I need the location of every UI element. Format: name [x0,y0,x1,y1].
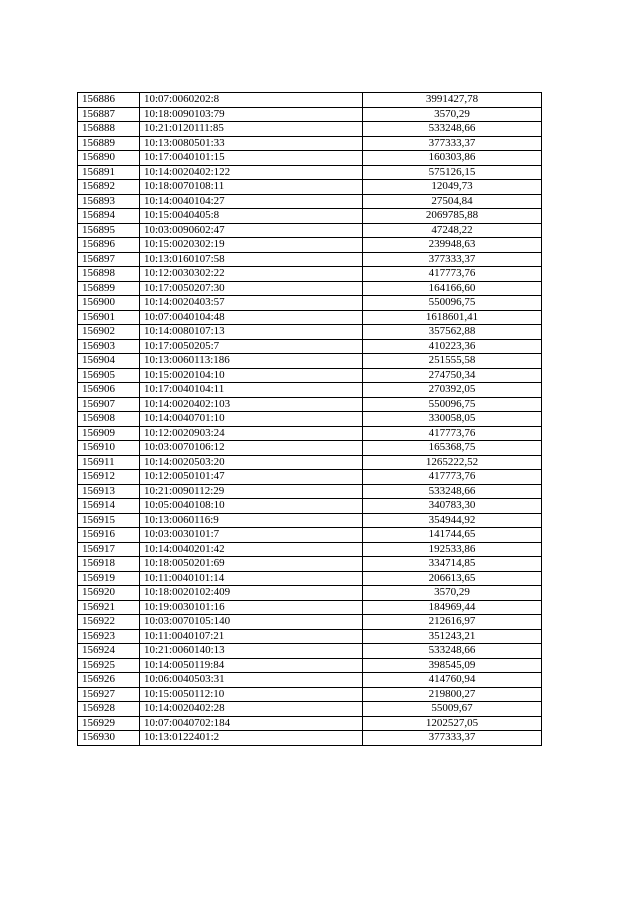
value-cell: 27504,84 [363,194,542,209]
table-row [78,571,542,586]
table-row [78,194,542,209]
value-cell: 377333,37 [363,252,542,267]
table-row [78,499,542,514]
row-number-cell: 156909 [78,426,140,441]
cadastral-number-cell: 10:13:0080501:33 [140,136,363,151]
cadastral-number-cell: 10:19:0030101:16 [140,600,363,615]
table-row [78,165,542,180]
cadastral-number-cell: 10:03:0030101:7 [140,528,363,543]
row-number-cell: 156889 [78,136,140,151]
value-cell: 270392,05 [363,383,542,398]
value-cell: 2069785,88 [363,209,542,224]
cadastral-number-cell: 10:14:0080107:13 [140,325,363,340]
cadastral-number-cell: 10:18:0020102:409 [140,586,363,601]
value-cell: 550096,75 [363,397,542,412]
row-number-cell: 156928 [78,702,140,717]
row-number-cell: 156904 [78,354,140,369]
row-number-cell: 156903 [78,339,140,354]
table-row [78,296,542,311]
table-row [78,470,542,485]
row-number-cell: 156926 [78,673,140,688]
table-row [78,325,542,340]
table-row [78,615,542,630]
table-row [78,209,542,224]
value-cell: 351243,21 [363,629,542,644]
row-number-cell: 156915 [78,513,140,528]
value-cell: 3570,29 [363,107,542,122]
cadastral-number-cell: 10:14:0020402:28 [140,702,363,717]
row-number-cell: 156917 [78,542,140,557]
table-row [78,397,542,412]
table-row [78,412,542,427]
cadastral-number-cell: 10:21:0060140:13 [140,644,363,659]
row-number-cell: 156898 [78,267,140,282]
value-cell: 212616,97 [363,615,542,630]
value-cell: 414760,94 [363,673,542,688]
cadastral-number-cell: 10:03:0070106:12 [140,441,363,456]
cadastral-value-table [77,92,542,746]
value-cell: 219800,27 [363,687,542,702]
row-number-cell: 156891 [78,165,140,180]
cadastral-number-cell: 10:15:0050112:10 [140,687,363,702]
value-cell: 575126,15 [363,165,542,180]
cadastral-number-cell: 10:15:0020104:10 [140,368,363,383]
cadastral-number-cell: 10:03:0070105:140 [140,615,363,630]
table-row [78,716,542,731]
table-row [78,339,542,354]
row-number-cell: 156899 [78,281,140,296]
table-row [78,180,542,195]
cadastral-number-cell: 10:17:0040104:11 [140,383,363,398]
row-number-cell: 156913 [78,484,140,499]
value-cell: 417773,76 [363,426,542,441]
value-cell: 1202527,05 [363,716,542,731]
cadastral-number-cell: 10:17:0050207:30 [140,281,363,296]
cadastral-number-cell: 10:13:0160107:58 [140,252,363,267]
row-number-cell: 156927 [78,687,140,702]
value-cell: 417773,76 [363,470,542,485]
row-number-cell: 156919 [78,571,140,586]
cadastral-number-cell: 10:11:0040101:14 [140,571,363,586]
cadastral-number-cell: 10:14:0050119:84 [140,658,363,673]
cadastral-number-cell: 10:03:0090602:47 [140,223,363,238]
cadastral-number-cell: 10:14:0020403:57 [140,296,363,311]
cadastral-number-cell: 10:12:0030302:22 [140,267,363,282]
row-number-cell: 156930 [78,731,140,746]
row-number-cell: 156902 [78,325,140,340]
row-number-cell: 156901 [78,310,140,325]
value-cell: 12049,73 [363,180,542,195]
row-number-cell: 156888 [78,122,140,137]
table-row [78,658,542,673]
value-cell: 533248,66 [363,122,542,137]
row-number-cell: 156929 [78,716,140,731]
table-row [78,455,542,470]
cadastral-number-cell: 10:13:0060116:9 [140,513,363,528]
value-cell: 55009,67 [363,702,542,717]
value-cell: 164166,60 [363,281,542,296]
row-number-cell: 156887 [78,107,140,122]
table-row [78,252,542,267]
value-cell: 3991427,78 [363,93,542,108]
table-row [78,542,542,557]
cadastral-number-cell: 10:21:0090112:29 [140,484,363,499]
table-row [78,368,542,383]
row-number-cell: 156892 [78,180,140,195]
row-number-cell: 156897 [78,252,140,267]
row-number-cell: 156894 [78,209,140,224]
table-row [78,673,542,688]
cadastral-number-cell: 10:17:0040101:15 [140,151,363,166]
cadastral-number-cell: 10:07:0040104:48 [140,310,363,325]
value-cell: 357562,88 [363,325,542,340]
row-number-cell: 156890 [78,151,140,166]
cadastral-number-cell: 10:14:0020402:103 [140,397,363,412]
table-row [78,441,542,456]
value-cell: 206613,65 [363,571,542,586]
table-row [78,107,542,122]
value-cell: 184969,44 [363,600,542,615]
table-row [78,223,542,238]
value-cell: 47248,22 [363,223,542,238]
value-cell: 330058,05 [363,412,542,427]
cadastral-number-cell: 10:13:0060113:186 [140,354,363,369]
row-number-cell: 156895 [78,223,140,238]
table-row [78,644,542,659]
row-number-cell: 156920 [78,586,140,601]
table-row [78,281,542,296]
cadastral-number-cell: 10:18:0070108:11 [140,180,363,195]
value-cell: 377333,37 [363,731,542,746]
table-row [78,702,542,717]
value-cell: 354944,92 [363,513,542,528]
value-cell: 165368,75 [363,441,542,456]
cadastral-number-cell: 10:06:0040503:31 [140,673,363,688]
value-cell: 533248,66 [363,644,542,659]
table-row [78,267,542,282]
cadastral-number-cell: 10:07:0040702:184 [140,716,363,731]
table-row [78,136,542,151]
cadastral-number-cell: 10:12:0020903:24 [140,426,363,441]
table-row [78,354,542,369]
row-number-cell: 156921 [78,600,140,615]
row-number-cell: 156908 [78,412,140,427]
value-cell: 141744,65 [363,528,542,543]
row-number-cell: 156893 [78,194,140,209]
row-number-cell: 156911 [78,455,140,470]
value-cell: 251555,58 [363,354,542,369]
table-row [78,600,542,615]
cadastral-number-cell: 10:14:0020402:122 [140,165,363,180]
value-cell: 417773,76 [363,267,542,282]
cadastral-number-cell: 10:17:0050205:7 [140,339,363,354]
cadastral-number-cell: 10:13:0122401:2 [140,731,363,746]
row-number-cell: 156905 [78,368,140,383]
table-row [78,426,542,441]
cadastral-number-cell: 10:15:0040405:8 [140,209,363,224]
row-number-cell: 156906 [78,383,140,398]
value-cell: 533248,66 [363,484,542,499]
cadastral-number-cell: 10:15:0020302:19 [140,238,363,253]
value-cell: 160303,86 [363,151,542,166]
row-number-cell: 156916 [78,528,140,543]
row-number-cell: 156886 [78,93,140,108]
value-cell: 239948,63 [363,238,542,253]
cadastral-number-cell: 10:07:0060202:8 [140,93,363,108]
value-cell: 398545,09 [363,658,542,673]
value-cell: 1618601,41 [363,310,542,325]
cadastral-number-cell: 10:05:0040108:10 [140,499,363,514]
table-row [78,557,542,572]
value-cell: 550096,75 [363,296,542,311]
row-number-cell: 156914 [78,499,140,514]
table-row [78,629,542,644]
table-row [78,93,542,108]
cadastral-number-cell: 10:21:0120111:85 [140,122,363,137]
value-cell: 192533,86 [363,542,542,557]
cadastral-number-cell: 10:11:0040107:21 [140,629,363,644]
value-cell: 410223,36 [363,339,542,354]
row-number-cell: 156925 [78,658,140,673]
table-row [78,687,542,702]
cadastral-number-cell: 10:14:0040201:42 [140,542,363,557]
table-row [78,528,542,543]
table-row [78,586,542,601]
value-cell: 340783,30 [363,499,542,514]
cadastral-number-cell: 10:14:0040701:10 [140,412,363,427]
table-row [78,484,542,499]
cadastral-number-cell: 10:18:0050201:69 [140,557,363,572]
row-number-cell: 156923 [78,629,140,644]
value-cell: 334714,85 [363,557,542,572]
table-row [78,122,542,137]
row-number-cell: 156896 [78,238,140,253]
table-row [78,731,542,746]
table-row [78,238,542,253]
row-number-cell: 156900 [78,296,140,311]
cadastral-number-cell: 10:14:0020503:20 [140,455,363,470]
cadastral-number-cell: 10:12:0050101:47 [140,470,363,485]
table-row [78,383,542,398]
table-row [78,513,542,528]
row-number-cell: 156918 [78,557,140,572]
value-cell: 1265222,52 [363,455,542,470]
value-cell: 274750,34 [363,368,542,383]
value-cell: 377333,37 [363,136,542,151]
row-number-cell: 156912 [78,470,140,485]
row-number-cell: 156907 [78,397,140,412]
table-row [78,310,542,325]
table-row [78,151,542,166]
row-number-cell: 156924 [78,644,140,659]
cadastral-number-cell: 10:14:0040104:27 [140,194,363,209]
row-number-cell: 156922 [78,615,140,630]
cadastral-number-cell: 10:18:0090103:79 [140,107,363,122]
table-body [78,93,542,746]
row-number-cell: 156910 [78,441,140,456]
value-cell: 3570,29 [363,586,542,601]
